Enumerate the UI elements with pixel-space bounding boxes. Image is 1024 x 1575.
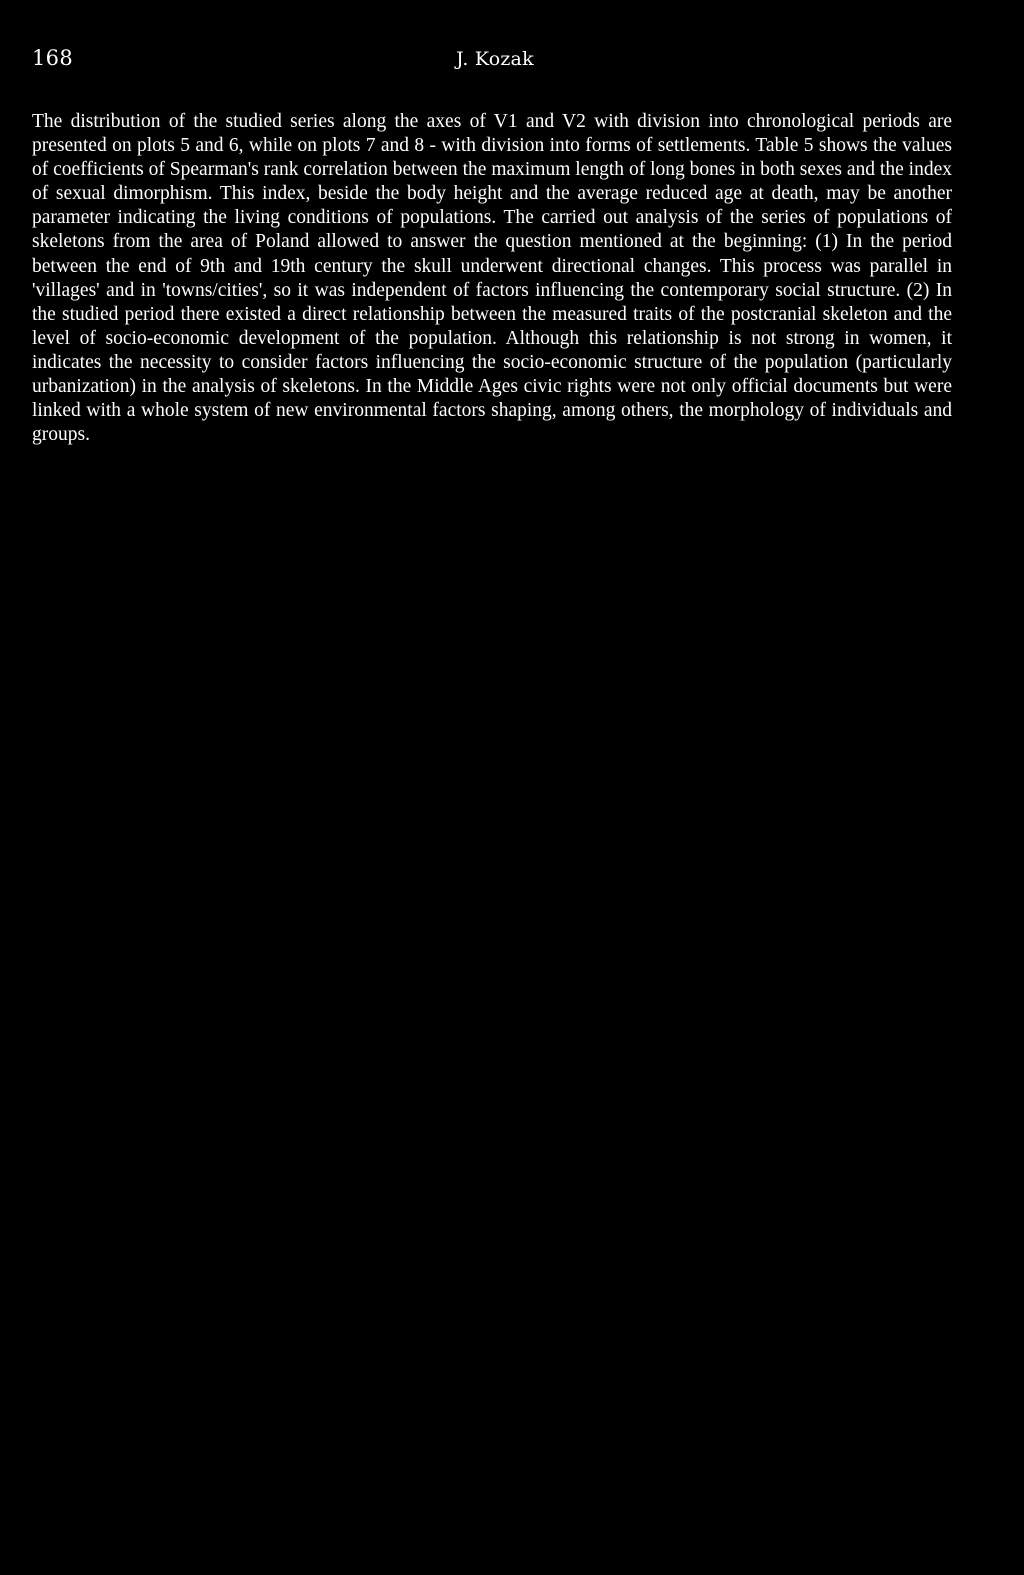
page-number: 168	[32, 46, 73, 70]
body-paragraph: The distribution of the studied series along the axes of V1 and V2 with division into chronological periods are presented on plots 5 and 6, while on plots 7 and 8 - with division into forms of settlements. Table 5 shows the values of coefficients of Spearman's rank correlation between the maximum length of long bones in both sexes and the index of sexual dimorphism. This index, beside the body height and the average reduced age at death, may be another parameter indicating the living conditions of populations. The carried out analysis of the series of populations of skeletons from the area of Poland allowed to answer the question mentioned at the beginning: (1) In the period between the end of 9th and 19th century the skull underwent directional changes. This process was parallel in 'villages' and in 'towns/cities', so it was independent of factors influencing the contemporary social structure. (2) In the studied period there existed a direct relationship between the measured traits of the postcranial skeleton and the level of socio-economic development of the population. Although this relationship is not strong in women, it indicates the necessity to consider factors influencing the socio-economic structure of the population (particularly urbanization) in the analysis of skeletons. In the Middle Ages civic rights were not only official documents but were linked with a whole system of new environmental factors shaping, among others, the morphology of individuals and groups.	[32, 111, 952, 446]
running-head-author: J. Kozak	[456, 48, 534, 70]
page-header	[32, 44, 952, 74]
